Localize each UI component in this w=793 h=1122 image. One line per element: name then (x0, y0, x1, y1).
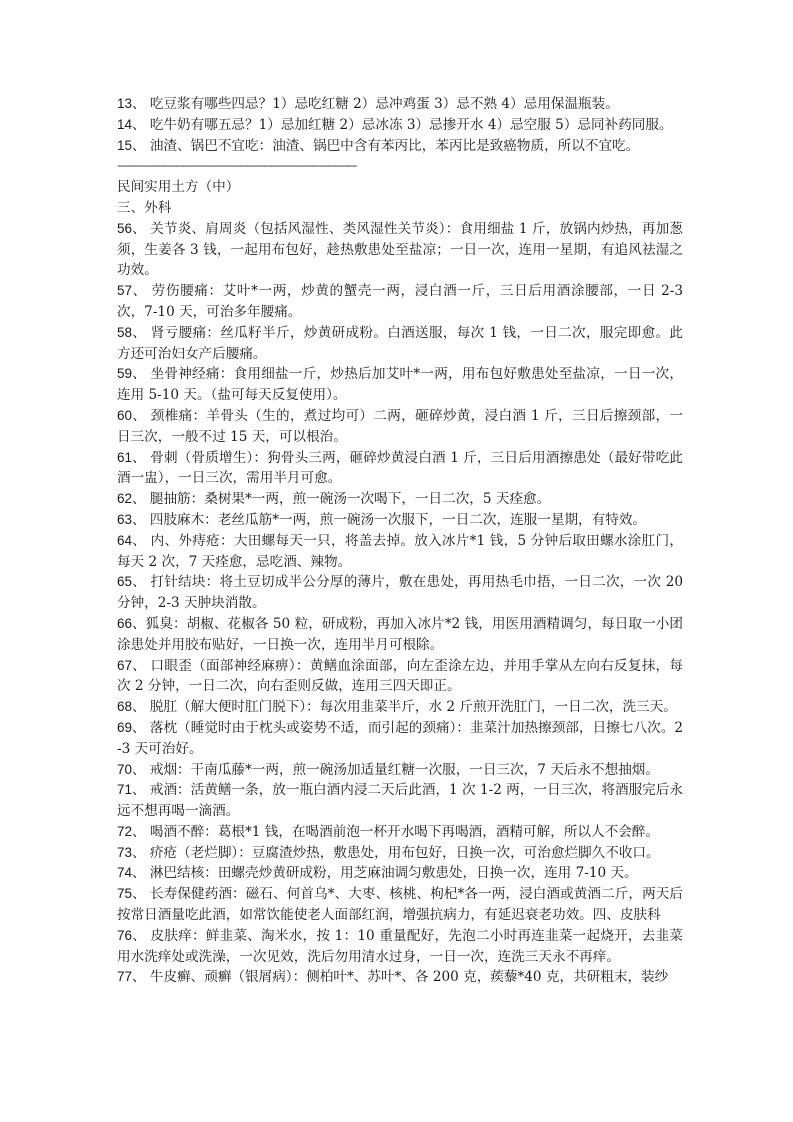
item-text: 喝酒不醉：葛根*1 钱，在喝酒前泡一杯开水喝下再喝酒，酒精可解，所以人不会醉。 (145, 823, 659, 840)
item-number: 60、 (117, 407, 147, 423)
remedy-item-67 (117, 656, 683, 698)
item-number: 61、 (117, 449, 146, 465)
remedy-item-69 (117, 718, 683, 760)
remedy-item-61 (117, 448, 683, 490)
item-text: 吃牛奶有哪五忌？1）忌加红糖 2）忌冰冻 3）忌掺开水 4）忌空服 5）忌同补药同服。 (145, 116, 673, 133)
remedy-item-72 (117, 822, 683, 843)
item-text: 牛皮癣、顽癣（银屑病）：侧柏叶*、苏叶*、各 200 克，蒺藜*40 克，共研粗末，装纱 (145, 969, 669, 986)
item-number: 74、 (117, 865, 146, 881)
item-number: 56、 (117, 220, 146, 236)
item-text: 狐臭：胡椒、花椒各 50 粒，研成粉，再加入冰片*2 钱，用医用酒精调匀，每日取一小团涂患处并用胶布贴好，一日换一次，连用半月可根除。 (117, 615, 683, 653)
item-number: 63、 (117, 511, 146, 527)
item-text: 关节炎、肩周炎（包括风湿性、类风湿性关节炎）：食用细盐 1 斤，放锅内炒热，再加葱须，生姜各 3 钱，一起用布包好，趁热敷患处至盐凉；一日一次，连用一星期，有追风祛湿之功效。 (117, 220, 683, 279)
section-title: 民间实用土方（中） (117, 179, 240, 196)
item-number: 57、 (117, 283, 147, 299)
item-text: 颈椎痛：羊骨头（生的，煮过均可）二两，砸碎炒黄，浸白酒 1 斤，三日后擦颈部，一日三次，一般不过 15 天，可以根治。 (117, 407, 683, 445)
item-text: 疥疮（老烂脚）：豆腐渣炒热，敷患处，用布包好，日换一次，可治愈烂脚久不收口。 (145, 844, 660, 861)
document-page (117, 94, 683, 988)
item-number: 72、 (117, 823, 146, 839)
item-text: 腿抽筋：桑树果*一两，煎一碗汤一次喝下，一日二次，5 天痊愈。 (145, 491, 551, 508)
item-number: 65、 (117, 574, 146, 590)
item-number: 71、 (117, 782, 146, 798)
item-text: 坐骨神经痛：食用细盐一斤，炒热后加艾叶*一两，用布包好敷患处至盐凉，一日一次，连用 5-10 天。（盐可每天反复使用）。 (117, 366, 683, 404)
item-text: 劳伤腰痛：艾叶*一两，炒黄的蟹壳一两，浸白酒一斤，三日后用酒涂腰部，一日 2-3 次，7-10 天，可治多年腰痛。 (117, 283, 683, 320)
remedy-item-62 (117, 489, 683, 510)
item-text: 打针结块：将土豆切成半公分厚的薄片，敷在患处，再用热毛巾捂，一日二次，一次 20 分钟，2-3 天肿块消散。 (117, 574, 683, 612)
item-text: 长寿保健药酒：磁石、何首乌*、大枣、核桃、枸杞*各一两，浸白酒或黄酒二斤，两天后按常日酒量吃此酒，如常饮能使老人面部红润，增强抗病力，有延迟衰老功效。四、皮肤科 (117, 886, 683, 924)
item-number: 59、 (117, 366, 146, 382)
remedy-item-64 (117, 531, 683, 573)
item-number: 13、 (117, 96, 146, 111)
item-number: 76、 (117, 927, 146, 943)
remedy-item-68 (117, 697, 683, 718)
item-text: 口眼歪（面部神经麻痹）：黄鳝血涂面部，向左歪涂左边，并用手掌从左向右反复抹，每次 2 分钟，一日二次，向右歪则反做，连用三四天即正。 (117, 657, 683, 695)
item-text: 戒烟：干南瓜藤*一两，煎一碗汤加适量红糖一次服，一日三次，7 天后永不想抽烟。 (145, 761, 659, 778)
item-number: 67、 (117, 657, 146, 673)
remedy-item-58 (117, 323, 683, 365)
item-number: 75、 (117, 886, 146, 902)
remedy-item-60 (117, 406, 683, 448)
item-text: 内、外痔疮：大田螺每天一只，将盖去掉。放入冰片*1 钱，5 分钟后取田螺水涂肛门，每天 2 次，7 天痊愈，忌吃酒、辣物。 (117, 532, 683, 570)
remedy-item-75 (117, 884, 683, 926)
remedy-item-59 (117, 364, 683, 406)
item-number: 64、 (117, 532, 147, 548)
item-number: 66、 (117, 615, 146, 631)
item-number: 62、 (117, 491, 146, 507)
intro-item-14 (117, 115, 683, 136)
item-number: 77、 (117, 969, 146, 985)
item-text: 肾亏腰痛：丝瓜籽半斤，炒黄研成粉。白酒送服，每次 1 钱，一日二次，服完即愈。此方还可治妇女产后腰痛。 (117, 324, 683, 362)
item-text: 骨刺（骨质增生）：狗骨头三两，砸碎炒黄浸白酒 1 斤，三日后用酒擦患处（最好带吃此酒一盅），一日三次，需用半月可愈。 (117, 449, 683, 487)
intro-item-13 (117, 94, 683, 115)
item-number: 58、 (117, 324, 147, 340)
remedy-item-74 (117, 863, 683, 884)
item-number: 68、 (117, 699, 146, 715)
item-number: 15、 (117, 137, 146, 153)
item-number: 73、 (117, 844, 146, 860)
remedy-item-70 (117, 760, 683, 781)
remedy-item-57 (117, 281, 683, 323)
remedy-item-76 (117, 926, 683, 968)
remedy-item-77 (117, 967, 683, 988)
item-text: 脱肛（解大便时肛门脱下）：每次用韭菜半斤，水 2 斤煎开洗肛门，一日二次，洗三天。 (145, 699, 677, 716)
item-text: 四肢麻木：老丝瓜筋*一两，煎一碗汤一次服下，一日二次，连服一星期，有特效。 (145, 511, 647, 528)
separator-line: ——————————————————— (117, 158, 357, 175)
item-text: 淋巴结核：田螺壳炒黄研成粉，用芝麻油调匀敷患处，日换一次，连用 7-10 天。 (145, 865, 638, 882)
item-text: 油渣、锅巴不宜吃：油渣、锅巴中含有苯丙比，苯丙比是致癌物质，所以不宜吃。 (145, 137, 640, 154)
item-text: 吃豆浆有哪些四忌？1）忌吃红糖 2）忌冲鸡蛋 3）忌不熟 4）忌用保温瓶装。 (145, 96, 619, 112)
remedy-item-66 (117, 614, 683, 656)
remedy-item-65 (117, 572, 683, 614)
item-text: 皮肤痒：鲜韭菜、淘米水，按 1：10 重量配好，先泡二小时再连韭菜一起烧开，去韭菜用水洗痒处或洗澡，一次见效，洗后勿用清水过身，一日一次，连洗三天永不再痒。 (117, 927, 683, 965)
remedy-item-56 (117, 219, 683, 281)
item-number: 70、 (117, 761, 146, 777)
remedy-item-71 (117, 780, 683, 822)
remedy-item-63 (117, 510, 683, 531)
item-number: 69、 (117, 719, 146, 735)
item-text: 落枕（睡觉时由于枕头或姿势不适，而引起的颈痛）：韭菜汁加热擦颈部，日擦七八次。2-3 天可治好。 (117, 719, 683, 757)
subsection-title: 三、外科 (117, 199, 172, 216)
intro-item-15 (117, 136, 683, 157)
remedy-item-73 (117, 843, 683, 864)
item-text: 戒酒：活黄鳝一条，放一瓶白酒内浸二天后此酒，1 次 1-2 两，一日三次，将酒服完后永远不想再喝一滴酒。 (117, 782, 683, 820)
item-number: 14、 (117, 116, 146, 132)
